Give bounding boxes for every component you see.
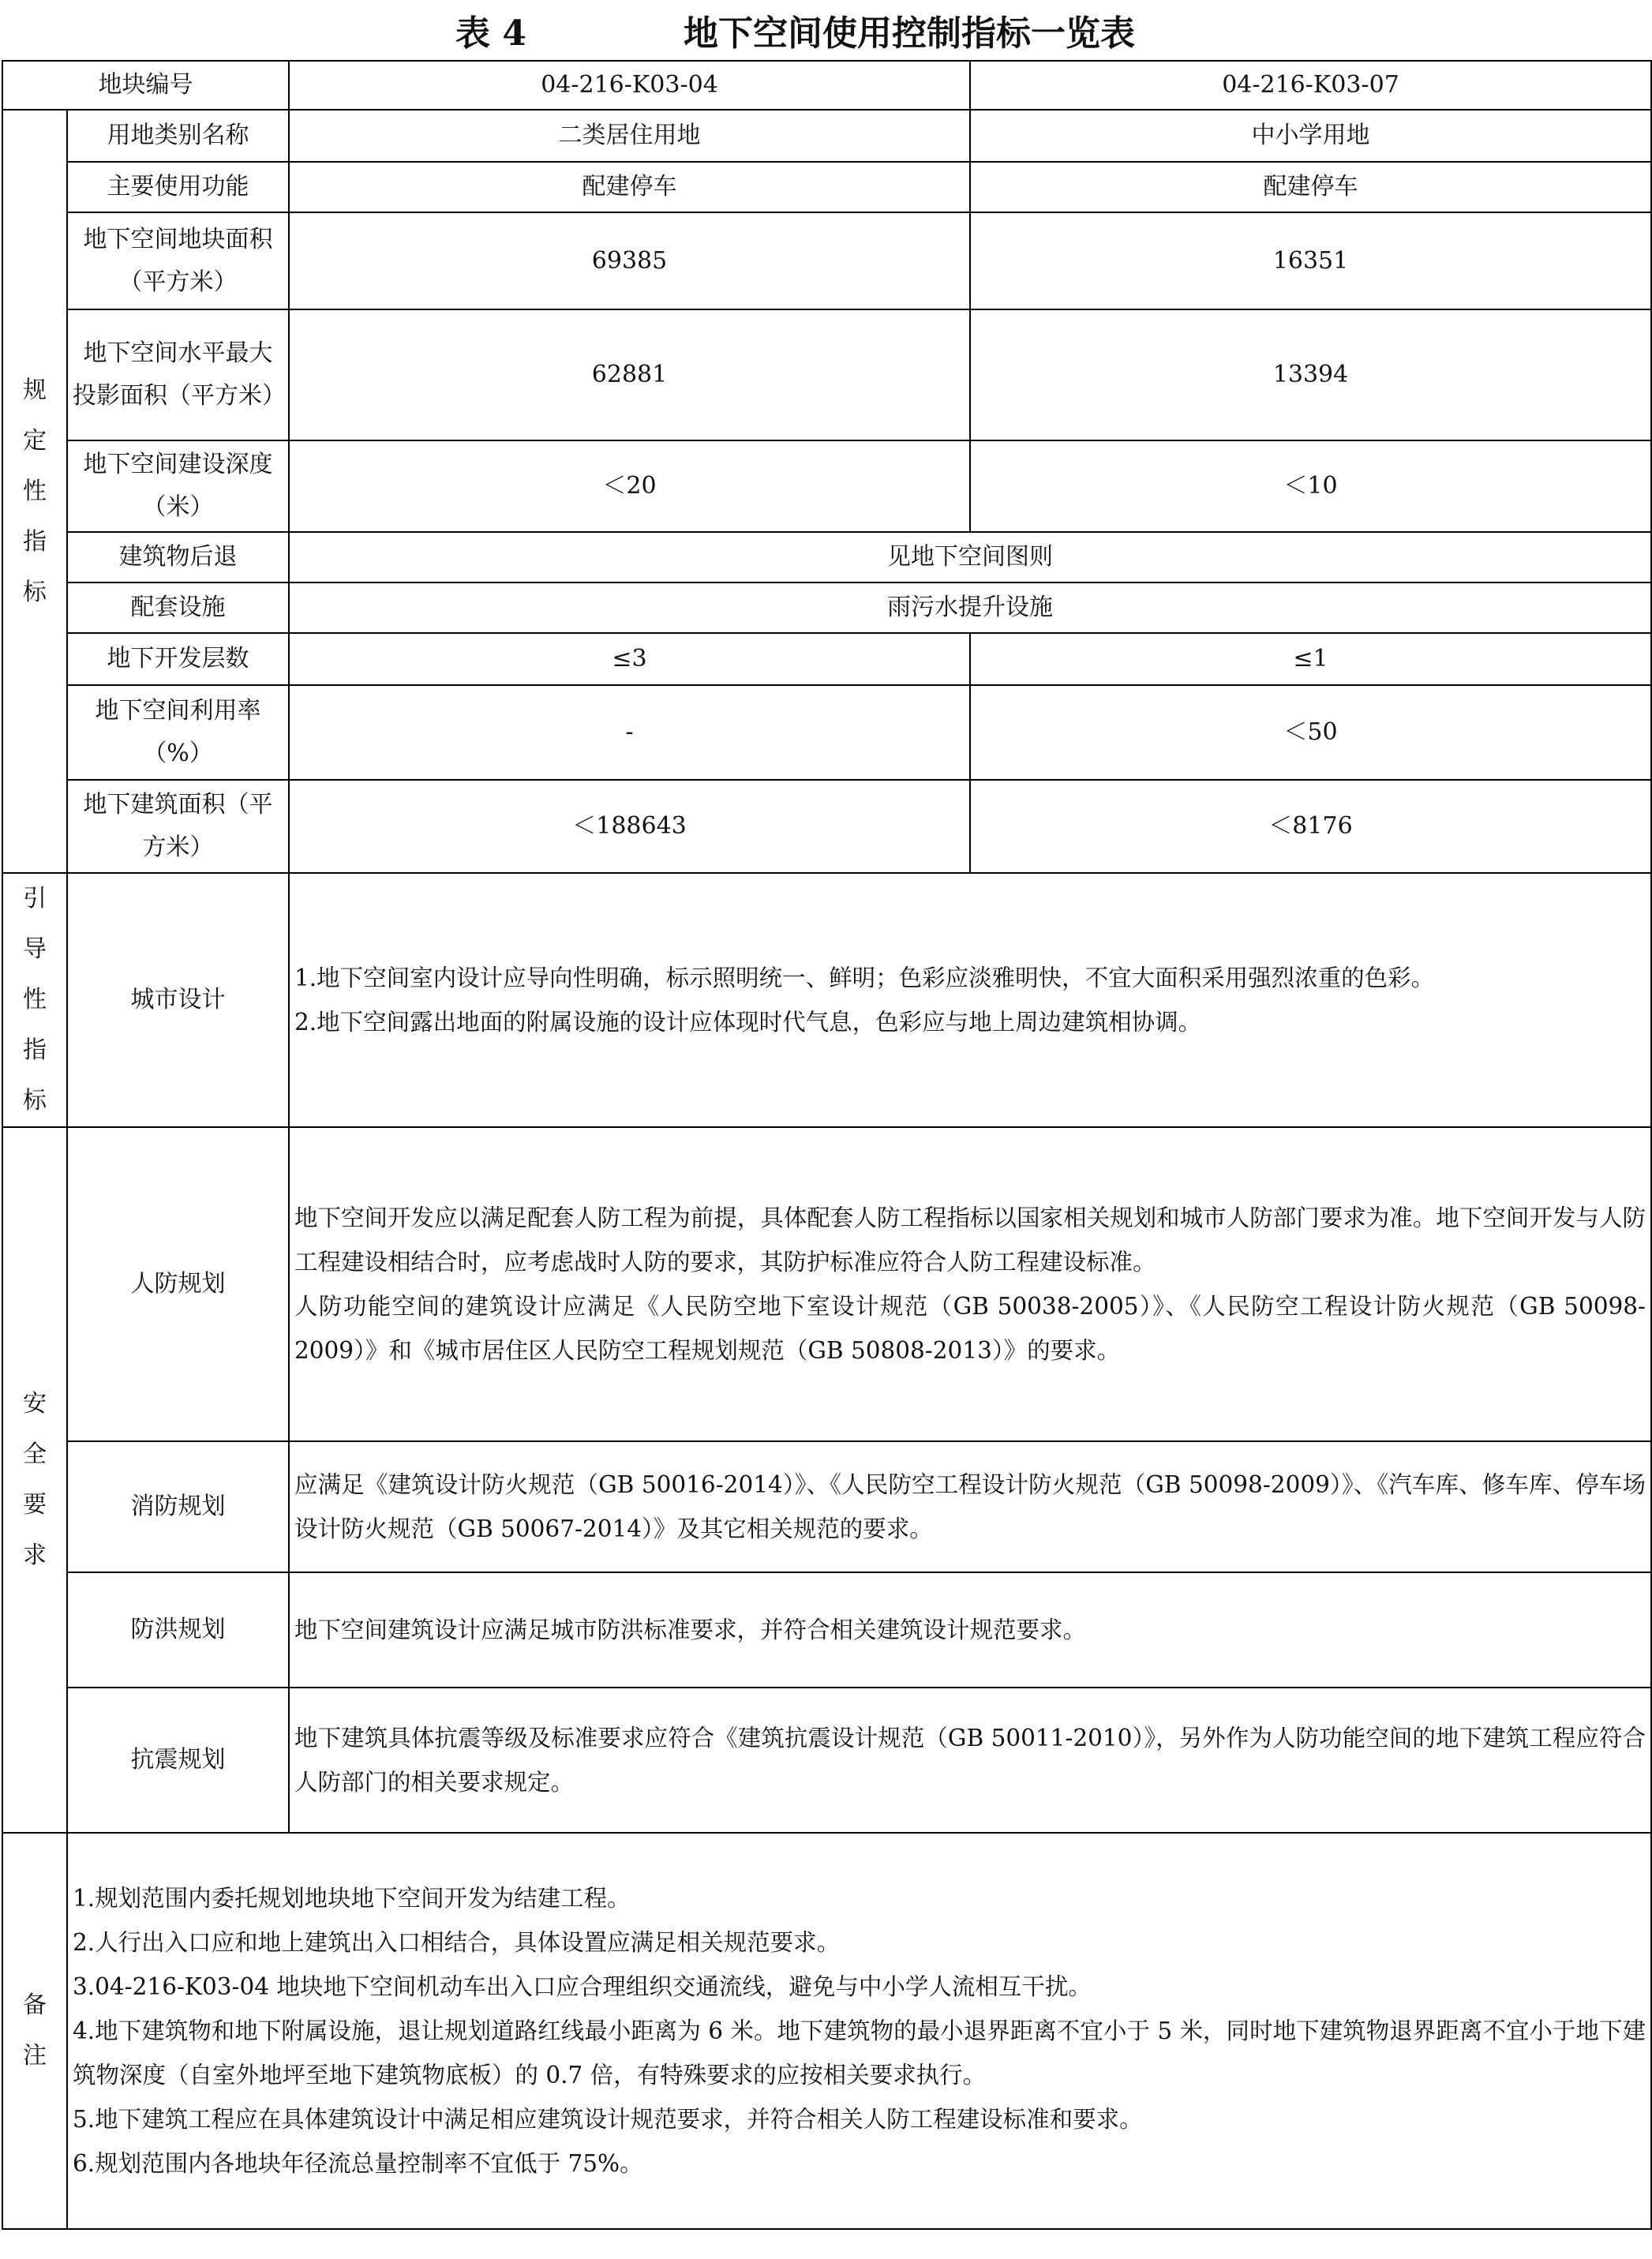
row-label: 建筑物后退 xyxy=(67,532,289,583)
paragraph: 2.人行出入口应和地上建筑出入口相结合，具体设置应满足相关规范要求。 xyxy=(73,1929,841,1956)
mandatory-category xyxy=(2,110,67,873)
paragraph: 应满足《建筑设计防火规范（GB 50016-2014）》、《人民防空工程设计防火规范（GB 50098-2009）》、《汽车库、修车库、停车场设计防火规范（GB 50067-2014）》及其它相关规范的要求。 xyxy=(294,1471,1646,1542)
table-row xyxy=(2,1833,1651,2229)
table-row xyxy=(2,110,1651,162)
plot-b-value: ＜50 xyxy=(970,685,1651,780)
row-label: 地下空间建设深度（米） xyxy=(67,440,289,532)
table-title-text: 地下空间使用控制指标一览表 xyxy=(684,13,1135,54)
plot-number-label: 地块编号 xyxy=(2,61,289,110)
remarks-text xyxy=(67,1833,1651,2229)
remarks-category xyxy=(2,1833,67,2229)
table-row xyxy=(2,1688,1651,1833)
plot-a-value: - xyxy=(289,685,970,780)
safety-category xyxy=(2,1127,67,1833)
table-row xyxy=(2,162,1651,212)
table-row xyxy=(2,873,1651,1127)
table-row xyxy=(2,440,1651,532)
row-label: 地下空间利用率（%） xyxy=(67,685,289,780)
paragraph: 6.规划范围内各地块年径流总量控制率不宜低于 75%。 xyxy=(73,2150,643,2177)
plot-a-value: 二类居住用地 xyxy=(289,110,970,162)
row-label: 主要使用功能 xyxy=(67,162,289,212)
table-header-row xyxy=(2,61,1651,110)
paragraph: 地下空间开发应以满足配套人防工程为前提，具体配套人防工程指标以国家相关规划和城市人防部门要求为准。地下空间开发与人防工程建设相结合时，应考虑战时人防的要求，其防护标准应符合人防工程建设标准。 xyxy=(294,1204,1646,1276)
paragraph: 5.地下建筑工程应在具体建筑设计中满足相应建筑设计规范要求，并符合相关人防工程建设标准和要求。 xyxy=(73,2106,1143,2133)
row-label: 消防规划 xyxy=(67,1441,289,1572)
paragraph: 2.地下空间露出地面的附属设施的设计应体现时代气息，色彩应与地上周边建筑相协调。 xyxy=(294,1009,1202,1036)
paragraph: 地下建筑具体抗震等级及标准要求应符合《建筑抗震设计规范（GB 50011-2010）》，另外作为人防功能空间的地下建筑工程应符合人防部门的相关要求规定。 xyxy=(294,1725,1646,1796)
seismic-text xyxy=(289,1688,1651,1833)
table-row xyxy=(2,633,1651,685)
remarks-category-label: 备注 xyxy=(23,1991,47,2070)
table-row xyxy=(2,1127,1651,1441)
plot-a-value: 62881 xyxy=(289,309,970,440)
paragraph: 1.地下空间室内设计应导向性明确，标示照明统一、鲜明；色彩应淡雅明快，不宜大面积采用强烈浓重的色彩。 xyxy=(294,965,1435,991)
paragraph: 地下空间建筑设计应满足城市防洪标准要求，并符合相关建筑设计规范要求。 xyxy=(294,1617,1087,1643)
plot-a-value: ＜20 xyxy=(289,440,970,532)
table-row xyxy=(2,1572,1651,1688)
plot-b-id: 04-216-K03-07 xyxy=(970,61,1651,110)
row-label: 用地类别名称 xyxy=(67,110,289,162)
row-label: 城市设计 xyxy=(67,873,289,1127)
plot-a-value: 69385 xyxy=(289,212,970,309)
paragraph: 4.地下建筑物和地下附属设施，退让规划道路红线最小距离为 6 米。地下建筑物的最小退界距离不宜小于 5 米，同时地下建筑物退界距离不宜小于地下建筑物深度（自室外地坪至地下建筑物底板）的 0.7 倍，有特殊要求的应按相关要求执行。 xyxy=(73,2017,1646,2089)
urban-design-text xyxy=(289,873,1651,1127)
table-row xyxy=(2,532,1651,583)
guidance-category xyxy=(2,873,67,1127)
paragraph: 1.规划范围内委托规划地块地下空间开发为结建工程。 xyxy=(73,1885,631,1912)
merged-value: 雨污水提升设施 xyxy=(289,583,1651,633)
plot-a-value: 配建停车 xyxy=(289,162,970,212)
plot-b-value: ≤1 xyxy=(970,633,1651,685)
plot-b-value: 配建停车 xyxy=(970,162,1651,212)
plot-b-value: 中小学用地 xyxy=(970,110,1651,162)
table-row xyxy=(2,1441,1651,1572)
safety-category-label: 安全要求 xyxy=(23,1390,47,1569)
table-row xyxy=(2,685,1651,780)
table-row xyxy=(2,212,1651,309)
row-label: 地下空间地块面积（平方米） xyxy=(67,212,289,309)
plot-b-value: 16351 xyxy=(970,212,1651,309)
paragraph: 人防功能空间的建筑设计应满足《人民防空地下室设计规范（GB 50038-2005）》、《人民防空工程设计防火规范（GB 50098-2009）》和《城市居住区人民防空工程规划规范（GB 50808-2013）》的要求。 xyxy=(294,1293,1646,1364)
plot-a-id: 04-216-K03-04 xyxy=(289,61,970,110)
table-row xyxy=(2,583,1651,633)
row-label: 人防规划 xyxy=(67,1127,289,1441)
guidance-category-label: 引导性指标 xyxy=(23,885,47,1115)
row-label: 地下空间水平最大投影面积（平方米） xyxy=(67,309,289,440)
row-label: 地下开发层数 xyxy=(67,633,289,685)
table-title xyxy=(0,0,1652,58)
row-label: 抗震规划 xyxy=(67,1688,289,1833)
merged-value: 见地下空间图则 xyxy=(289,532,1651,583)
fire-protection-text xyxy=(289,1441,1651,1572)
plot-b-value: 13394 xyxy=(970,309,1651,440)
plot-a-value: ＜188643 xyxy=(289,780,970,873)
table-number: 表 4 xyxy=(455,13,526,54)
plot-a-value: ≤3 xyxy=(289,633,970,685)
paragraph: 3.04-216-K03-04 地块地下空间机动车出入口应合理组织交通流线，避免与中小学人流相互干扰。 xyxy=(73,1973,1092,2000)
row-label: 地下建筑面积（平方米） xyxy=(67,780,289,873)
plot-b-value: ＜8176 xyxy=(970,780,1651,873)
row-label: 配套设施 xyxy=(67,583,289,633)
plot-b-value: ＜10 xyxy=(970,440,1651,532)
control-indicator-table xyxy=(2,60,1652,2230)
civil-defense-text xyxy=(289,1127,1651,1441)
row-label: 防洪规划 xyxy=(67,1572,289,1688)
table-row xyxy=(2,780,1651,873)
flood-control-text xyxy=(289,1572,1651,1688)
mandatory-category-label: 规定性指标 xyxy=(23,376,47,606)
table-row xyxy=(2,309,1651,440)
